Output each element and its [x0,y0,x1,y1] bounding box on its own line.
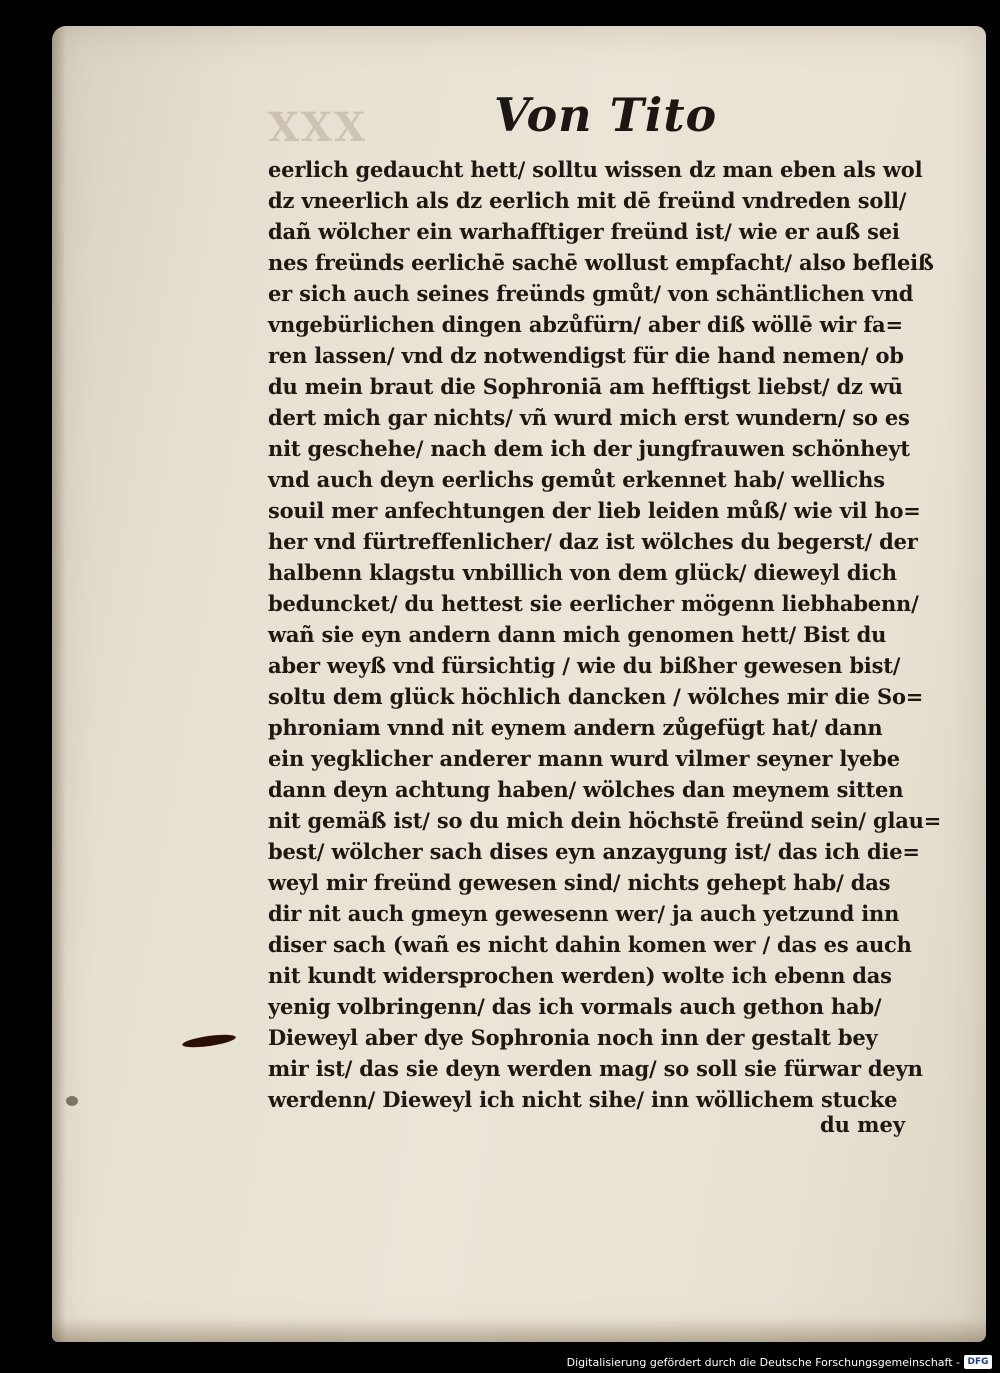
text-line: halbenn klagstu vnbillich von dem glück/ dieweyl dich [268,560,897,585]
text-line: nit gemäß ist/ so du mich dein höchstē freünd sein/ glau= [268,808,942,833]
running-header: Von Tito [494,88,718,142]
text-line: werdenn/ Dieweyl ich nicht sihe/ inn wöllichem stucke [268,1087,898,1112]
text-line: nit kundt widersprochen werden) wolte ich ebenn das [268,963,892,988]
text-line: beduncket/ du hettest sie eerlicher mögenn liebhabenn/ [268,591,919,616]
text-block [268,154,942,1115]
text-line: best/ wölcher sach dises eyn anzaygung ist/ das ich die= [268,839,920,864]
page-bottom-shadow [52,1318,986,1342]
margin-stain [66,1096,78,1106]
text-line: dir nit auch gmeyn gewesenn wer/ ja auch yetzund inn [268,901,900,926]
text-line: nes freünds eerlichē sachē wollust empfacht/ also befleiß [268,250,934,275]
text-line: du mein braut die Sophroniā am hefftigst liebst/ dz wū [268,374,903,399]
text-line: dz vneerlich als dz eerlich mit dē freünd vndreden soll/ [268,188,907,213]
text-line: dañ wölcher ein warhafftiger freünd ist/ wie er auß sei [268,219,900,244]
text-line: yenig volbringenn/ das ich vormals auch gethon hab/ [268,994,882,1019]
text-line: souil mer anfechtungen der lieb leiden můß/ wie vil ho= [268,498,921,523]
text-line: vnd auch deyn eerlichs gemůt erkennet hab/ wellichs [268,467,885,492]
text-line: vngebürlichen dingen abzůfürn/ aber diß wöllē wir fa= [268,312,903,337]
bleed-through-mark: XXX [268,104,368,151]
text-line: eerlich gedaucht hett/ solltu wissen dz man eben als wol [268,157,923,182]
text-line: her vnd fürtreffenlicher/ daz ist wölches du begerst/ der [268,529,918,554]
text-line: diser sach (wañ es nicht dahin komen wer / das es auch [268,932,912,957]
dfg-logo: DFG [964,1355,992,1369]
text-line: ren lassen/ vnd dz notwendigst für die hand nemen/ ob [268,343,904,368]
text-line: weyl mir freünd gewesen sind/ nichts gehept hab/ das [268,870,891,895]
text-line: mir ist/ das sie deyn werden mag/ so soll sie fürwar deyn [268,1056,923,1081]
text-line: Dieweyl aber dye Sophronia noch inn der gestalt bey [268,1025,878,1050]
text-line: nit geschehe/ nach dem ich der jungfrauwen schönheyt [268,436,910,461]
text-line: dert mich gar nichts/ vñ wurd mich erst wundern/ so es [268,405,910,430]
text-line: dann deyn achtung haben/ wölches dan meynem sitten [268,777,904,802]
text-line: aber weyß vnd fürsichtig / wie du bißher gewesen bist/ [268,653,901,678]
page-gutter-shadow [52,26,66,1342]
text-line: ein yegklicher anderer mann wurd vilmer seyner lyebe [268,746,900,771]
text-line: wañ sie eyn andern dann mich genomen hett/ Bist du [268,622,887,647]
text-line: er sich auch seines freünds gmůt/ von schäntlichen vnd [268,281,914,306]
catchword: du mey [820,1112,906,1137]
text-line: phroniam vnnd nit eynem andern zůgefügt hat/ dann [268,715,883,740]
funding-credit: Digitalisierung gefördert durch die Deutsche Forschungsgemeinschaft - [566,1356,960,1369]
text-line: soltu dem glück höchlich dancken / wölches mir die So= [268,684,924,709]
